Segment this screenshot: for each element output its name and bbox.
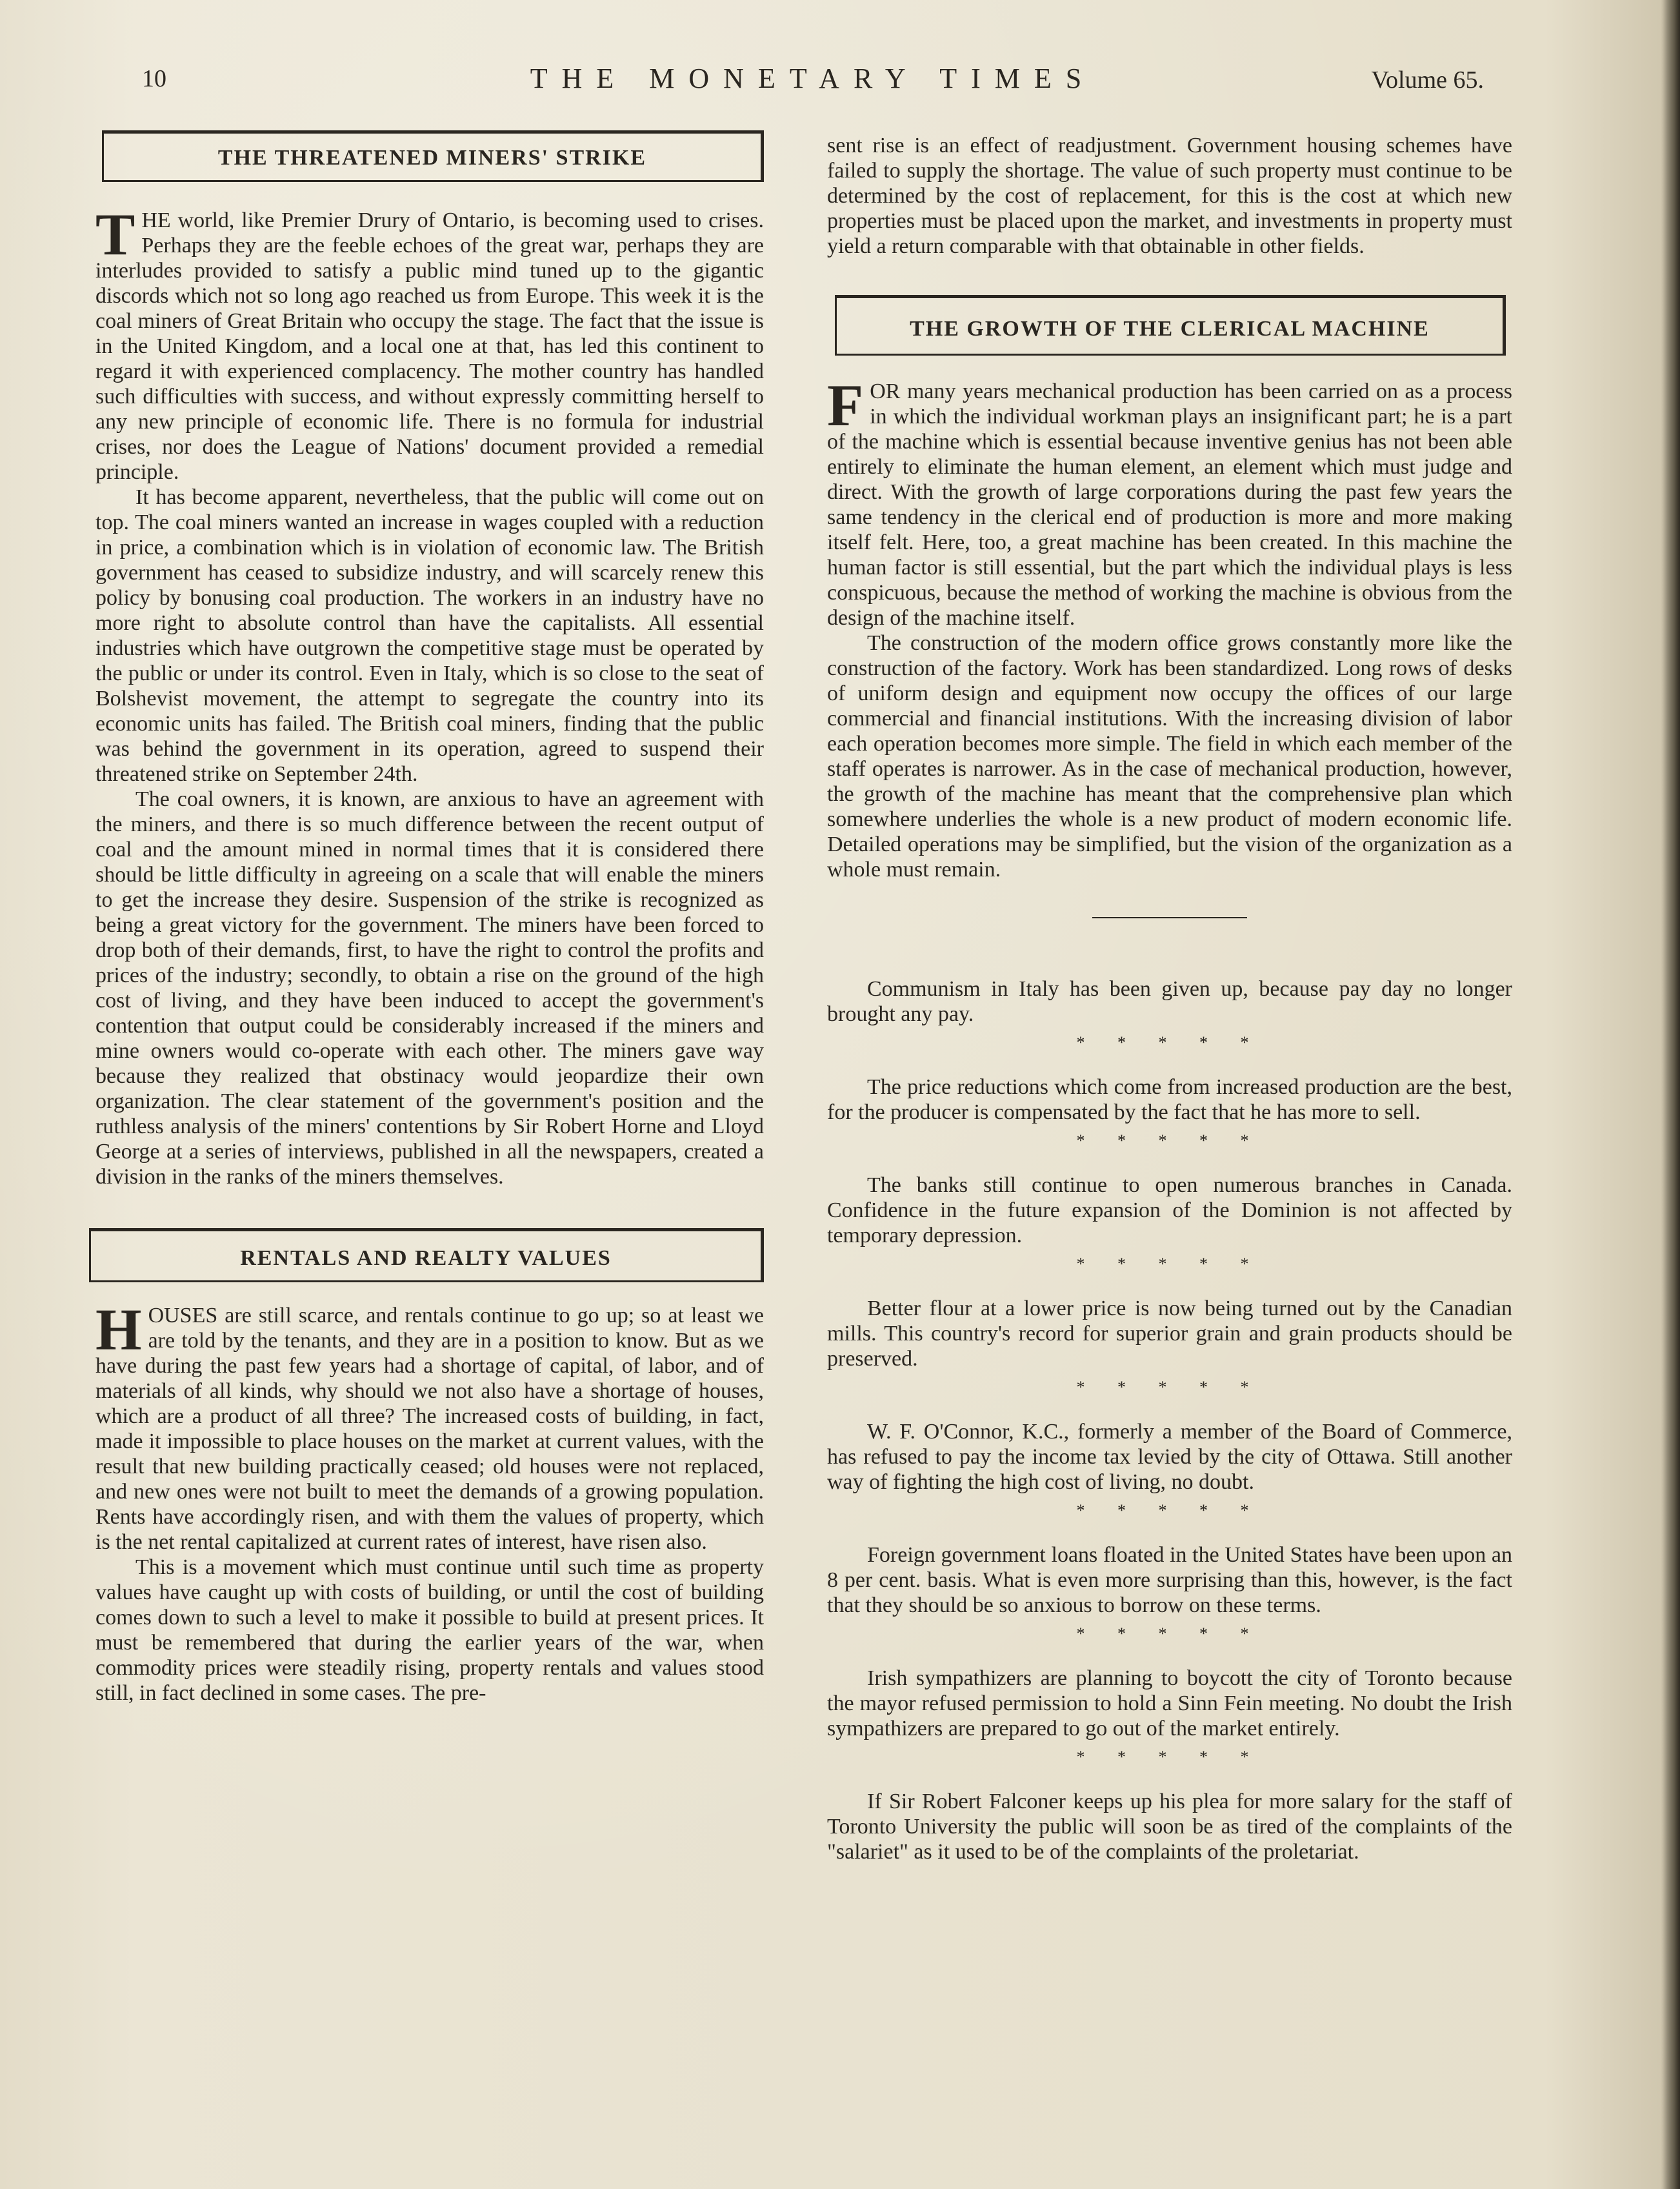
note-4: Better flour at a lower price is now being turned out by the Canadian mills. This country's record for superior grain and grain products should be preserved. xyxy=(827,1296,1512,1371)
miners-paragraph-1-text: HE world, like Premier Drury of Ontario, is becoming used to crises. Perhaps they are the feeble echoes of the great war, perhaps they are interludes provided to satisfy a public mind tuned up to the gigantic discords which not so long ago reached us from Europe. This week it is the coal miners of Great Britain who occupy the stage. The fact that the issue is in the United Kingdom, and a local one at that, has led this continent to regard it with experienced complacency. The mother country has handled such difficulties with success, and without expressly committing herself to any new principle of economic life. There is no formula for industrial crises, nor does the League of Nations' document provided a remedial principle. xyxy=(95,208,764,484)
note-separator: * * * * * xyxy=(1076,1748,1263,1766)
miners-dropcap: T xyxy=(95,201,135,267)
note-separator: * * * * * xyxy=(1076,1131,1263,1150)
left-column xyxy=(95,130,764,1706)
publication-title: THE MONETARY TIMES xyxy=(530,63,1096,94)
rentals-paragraph-3: sent rise is an effect of readjustment. Government housing schemes have failed to supply the shortage. The value of such property must continue to be determined by the cost of replacement, for this is the cost at which new properties must be placed upon the market, and investments in property must yield a return comparable with that obtainable in other fields. xyxy=(827,134,1512,258)
note-separator: * * * * * xyxy=(1076,1378,1263,1397)
editorial-notes xyxy=(827,976,1512,1864)
clerical-paragraph-1-text: OR many years mechanical production has been carried on as a process in which the individual workman plays an insignificant part; he is a part of the machine which is essential because inventive genius has not been able entirely to eliminate the human element, an element which must judge and direct. With the growth of large corporations during the past few years the same tendency in the clerical end of production is more and more making itself felt. Here, too, a great machine has been created. In this machine the human factor is still essential, but the part which the individual plays is less conspicuous, because the method of working the machine is obvious from the design of the machine itself. xyxy=(827,379,1512,630)
note-separator: * * * * * xyxy=(1076,1624,1263,1643)
note-1: Communism in Italy has been given up, because pay day no longer brought any pay. xyxy=(827,977,1512,1026)
note-separator: * * * * * xyxy=(1076,1255,1263,1273)
rentals-paragraph-2: This is a movement which must continue until such time as property values have caught up with costs of building, or until the cost of building comes down to such a level to make it possible to build at present prices. It must be remembered that during the earlier years of the war, when commodity prices were steadily rising, property rentals and values stood still, in fact declined in some cases. The pre- xyxy=(95,1555,764,1705)
rentals-dropcap: H xyxy=(95,1296,142,1362)
clerical-article-title: THE GROWTH OF THE CLERICAL MACHINE xyxy=(835,295,1506,356)
volume-label: Volume 65. xyxy=(1371,66,1484,94)
rentals-paragraph-1-text: OUSES are still scarce, and rentals continue to go up; so at least we are told by the tenants, and they are in a position to know. But as we have during the past few years had a shortage of capital, of labor, and of materials of all kinds, why should we not also have a shortage of houses, which are a product of all three? The increased costs of building, in fact, made it impossible to place houses on the market at current values, with the result that new building practically ceased; old houses were not replaced, and new ones were not built to meet the demands of a growing population. Rents have accordingly risen, and with them the values of property, which is the net rental capitalized at current rates of interest, have risen also. xyxy=(95,1304,764,1554)
clerical-paragraph-1 xyxy=(827,372,1512,630)
note-3: The banks still continue to open numerous branches in Canada. Confidence in the future expansion of the Dominion is not affected by temporary depression. xyxy=(827,1173,1512,1247)
rentals-paragraph-1 xyxy=(95,1296,764,1555)
right-column xyxy=(827,133,1512,1864)
note-5: W. F. O'Connor, K.C., formerly a member of the Board of Commerce, has refused to pay the income tax levied by the city of Ottawa. Still another way of fighting the high cost of living, no doubt. xyxy=(827,1420,1512,1494)
miners-article-title: THE THREATENED MINERS' STRIKE xyxy=(102,130,764,182)
page-number: 10 xyxy=(142,65,166,92)
miners-paragraph-2: It has become apparent, nevertheless, that the public will come out on top. The coal miners wanted an increase in wages coupled with a reduction in price, a combination which is in violation of economic law. The British government has ceased to subsidize industry, and will scarcely renew this policy by bonusing coal production. The workers in an industry have no more right to absolute control than have the capitalists. All essential industries which have outgrown the competitive stage must be operated by the public or under its control. Even in Italy, which is so close to the seat of Bolshevist movement, the attempt to segregate the country into its economic units has failed. The British coal miners, finding that the public was behind the government in its operation, agreed to suspend their threatened strike on September 24th. xyxy=(95,485,764,786)
page-edge-shadow xyxy=(1661,0,1680,2189)
note-8: If Sir Robert Falconer keeps up his plea for more salary for the staff of Toronto University the public will soon be as tired of the complaints of the "salariet" as it used to be of the complaints of the proletariat. xyxy=(827,1790,1512,1864)
section-divider-rule xyxy=(1092,917,1247,918)
page-header xyxy=(142,59,1484,98)
rentals-article-title: RENTALS AND REALTY VALUES xyxy=(89,1228,764,1282)
clerical-dropcap: F xyxy=(827,372,864,438)
note-6: Foreign government loans floated in the United States have been upon an 8 per cent. basis. What is even more surprising than this, however, is the fact that they should be so anxious to borrow on these terms. xyxy=(827,1543,1512,1617)
note-7: Irish sympathizers are planning to boycott the city of Toronto because the mayor refused permission to hold a Sinn Fein meeting. No doubt the Irish sympathizers are prepared to go out of the market entirely. xyxy=(827,1666,1512,1740)
miners-paragraph-3: The coal owners, it is known, are anxious to have an agreement with the miners, and there is so much difference between the recent output of coal and the amount mined in normal times that it is considered there should be little difficulty in agreeing on a scale that will enable the miners to get the increase they desire. Suspension of the strike is recognized as being a great victory for the government. The miners have been forced to drop both of their demands, first, to have the right to control the profits and prices of the industry; secondly, to obtain a rise on the ground of the high cost of living, and they have been induced to accept the government's contention that output could be considerably increased if the miners and mine owners would co-operate with each other. The miners gave way because they realized that obstinacy would jeopardize their own organization. The clear statement of the government's position and the ruthless analysis of the miners' contentions by Sir Robert Horne and Lloyd George at a series of interviews, published in all the newspapers, created a division in the ranks of the miners themselves. xyxy=(95,787,764,1189)
clerical-paragraph-2: The construction of the modern office grows constantly more like the construction of the factory. Work has been standardized. Long rows of desks of uniform design and equipment now occupy the offices of our large commercial and financial institutions. With the increasing division of labor each operation becomes more simple. The field in which each member of the staff operates is narrower. As in the case of mechanical production, however, the growth of the machine has meant that the comprehensive plan which somewhere underlies the whole is a new product of modern economic life. Detailed operations may be simplified, but the vision of the organization as a whole must remain. xyxy=(827,631,1512,882)
note-2: The price reductions which come from increased production are the best, for the producer is compensated by the fact that he has more to sell. xyxy=(827,1075,1512,1124)
note-separator: * * * * * xyxy=(1076,1501,1263,1520)
miners-paragraph-1 xyxy=(95,201,764,485)
note-separator: * * * * * xyxy=(1076,1033,1263,1052)
